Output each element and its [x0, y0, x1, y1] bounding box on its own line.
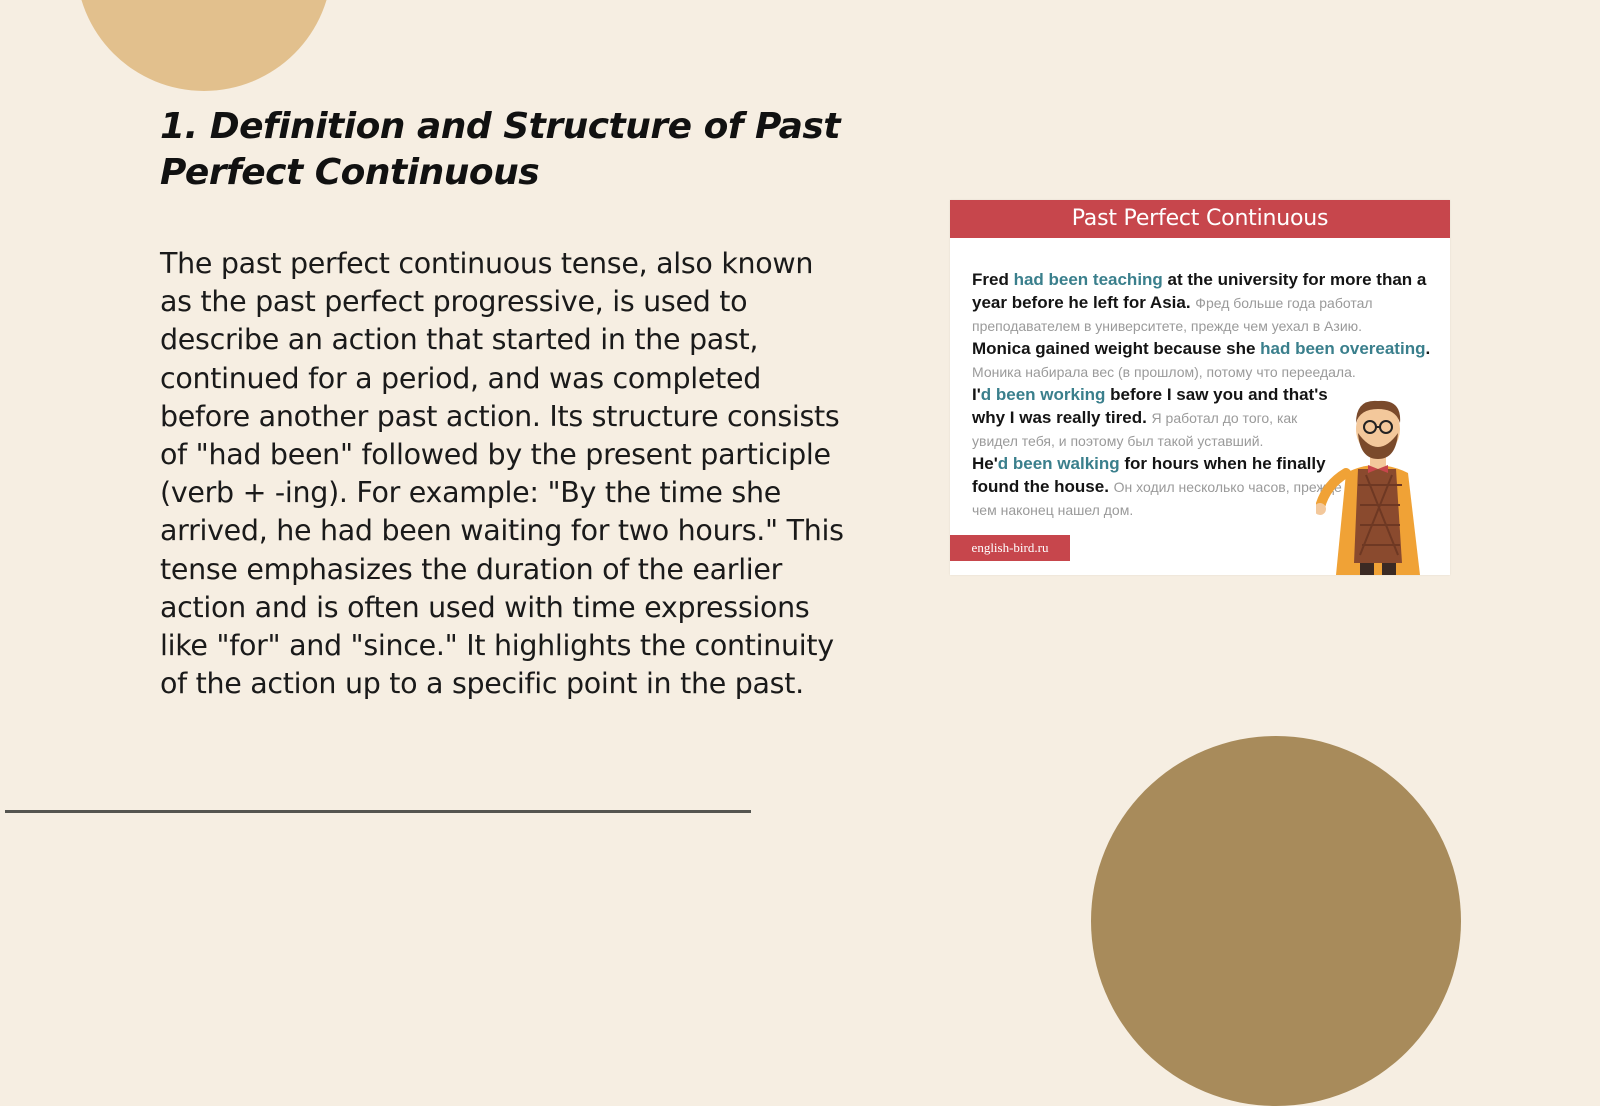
decorative-circle-bottom [1091, 736, 1461, 1106]
example-text: at the university for more than a year before he left for Asia. [972, 270, 1427, 312]
example-text: for hours when he finally found the house. [972, 454, 1326, 496]
divider-line [5, 810, 751, 813]
example-highlight: d been walking [997, 454, 1120, 473]
decorative-circle-top [76, 0, 332, 91]
example-text: before I saw you and that's why I was really tired. [972, 385, 1328, 427]
example-translation: Я работал до того, как увидел тебя, и поэтому был такой уставший. [972, 410, 1298, 449]
example-text: Monica gained weight because she [972, 339, 1261, 358]
example-sentence [972, 383, 1342, 452]
example-sentence [972, 268, 1434, 337]
card-header: Past Perfect Continuous [950, 200, 1450, 238]
source-label: english-bird.ru [950, 535, 1070, 561]
example-sentence [972, 337, 1434, 383]
example-text: He' [972, 454, 998, 473]
example-highlight: had been teaching [1013, 270, 1163, 289]
example-text: . [1425, 339, 1431, 358]
example-text: Fred [972, 270, 1014, 289]
example-highlight: had been overeating [1260, 339, 1426, 358]
example-text: I' [972, 385, 981, 404]
example-translation: Фред больше года работал преподавателем в университете, прежде чем уехал в Азию. [972, 295, 1373, 334]
example-sentence [972, 452, 1342, 521]
example-highlight: d been working [980, 385, 1106, 404]
slide-body-text: The past perfect continuous tense, also known as the past perfect progressive, is used to describe an action that started in the past, continued for a period, and was completed before another past action. Its structure consists of "had been" followed by the present participle (verb + -ing). For example: "By the time she arrived, he had been waiting for two hours." This tense emphasizes the duration of the earlier action and is often used with time expressions like "for" and "since." It highlights the continuity of the action up to a specific point in the past. [160, 247, 844, 701]
slide-title: 1. Definition and Structure of Past Perfect Continuous [160, 106, 841, 193]
teacher-illustration [1316, 395, 1446, 575]
example-translation: Он ходил несколько часов, прежде чем наконец нашел дом. [972, 479, 1342, 518]
example-translation: Моника набирала вес (в прошлом), потому что переедала. [972, 364, 1356, 380]
example-image-card [950, 200, 1450, 575]
